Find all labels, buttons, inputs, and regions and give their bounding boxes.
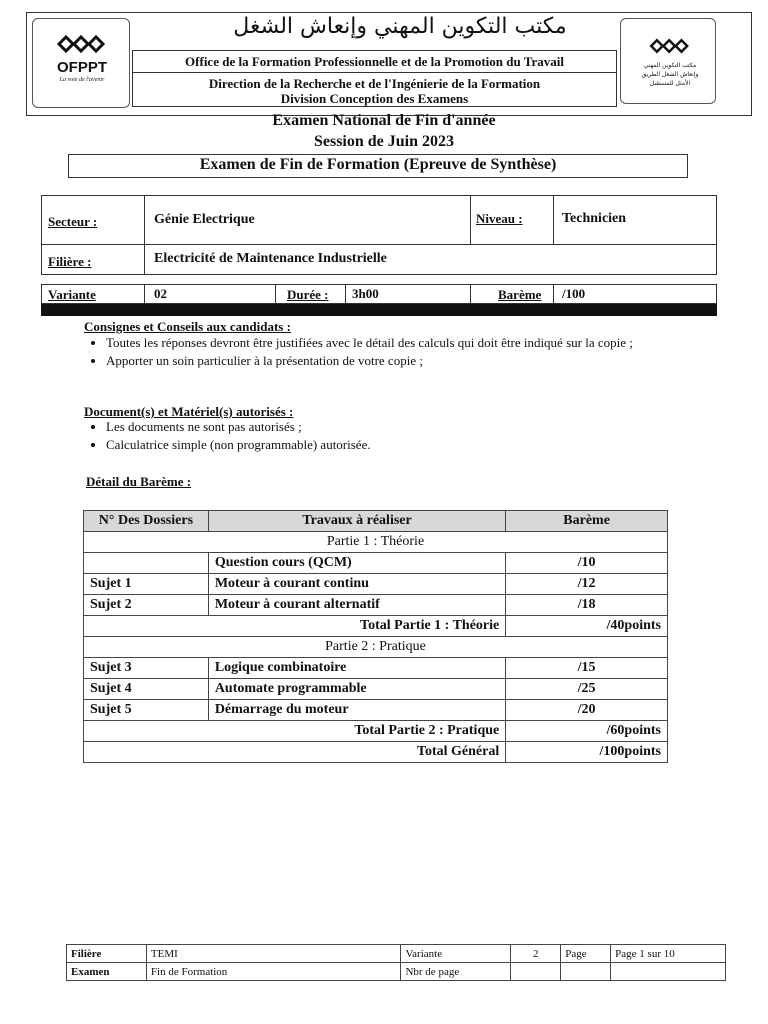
direction-line: Direction de la Recherche et de l'Ingénierie de la Formation xyxy=(208,76,541,91)
footer-empty-cell xyxy=(611,963,726,981)
footer-empty-cell xyxy=(511,963,561,981)
consigne-item: • Toutes les réponses devront être justifiées avec le détail des calculs qui doit être indiqué sur la copie ; xyxy=(106,334,684,352)
info-divider-1 xyxy=(41,244,717,245)
detail-bareme-title: Détail du Barème : xyxy=(86,474,192,489)
partie2-title-row xyxy=(84,637,668,658)
logo-left-name: OFPPT xyxy=(56,59,107,76)
consignes-list xyxy=(84,334,684,370)
footer-filiere-value: TEMI xyxy=(146,945,401,963)
documents-title: Document(s) et Matériel(s) autorisés : xyxy=(84,404,294,419)
info-vdivider-3 xyxy=(553,195,554,244)
partie1-total-label: Total Partie 1 : Théorie xyxy=(84,616,506,637)
footer-page-value: Page 1 sur 10 xyxy=(611,945,726,963)
document-item: • Calculatrice simple (non programmable) autorisée. xyxy=(106,436,684,454)
general-total-row xyxy=(84,742,668,763)
bareme-cell: /15 xyxy=(506,658,668,679)
dossier-cell xyxy=(84,553,209,574)
logo-left-slogan: La voie de l'avenir xyxy=(59,77,105,83)
arabic-title: مكتب التكوين المهني وإنعاش الشغل xyxy=(233,14,567,39)
dossier-cell: Sujet 5 xyxy=(84,700,209,721)
table-row xyxy=(84,574,668,595)
variante-value: 02 xyxy=(154,286,167,301)
partie2-total-row xyxy=(84,721,668,742)
travail-cell: Automate programmable xyxy=(208,679,505,700)
var-div-4 xyxy=(470,284,471,304)
consigne-item: • Apporter un soin particulier à la présentation de votre copie ; xyxy=(106,352,684,370)
info-vdivider-1 xyxy=(144,195,145,275)
document-item: • Les documents ne sont pas autorisés ; xyxy=(106,418,684,436)
table-row xyxy=(84,700,668,721)
black-separator-bar xyxy=(41,304,717,316)
table-row xyxy=(84,553,668,574)
table-row xyxy=(84,679,668,700)
bareme-table xyxy=(83,510,668,763)
partie1-title-row xyxy=(84,532,668,553)
header-travaux: Travaux à réaliser xyxy=(208,511,505,532)
travail-cell: Moteur à courant alternatif xyxy=(208,595,505,616)
secteur-value: Génie Electrique xyxy=(154,212,255,227)
travail-cell: Question cours (QCM) xyxy=(208,553,505,574)
footer-examen-label: Examen xyxy=(67,963,147,981)
filiere-value: Electricité de Maintenance Industrielle xyxy=(154,251,387,266)
info-vdivider-2 xyxy=(470,195,471,244)
table-header-row xyxy=(84,511,668,532)
general-total-label: Total Général xyxy=(84,742,506,763)
partie2-total-value: /60points xyxy=(506,721,668,742)
variante-label: Variante xyxy=(48,287,96,302)
bareme-cell: /20 xyxy=(506,700,668,721)
secteur-label: Secteur : xyxy=(48,214,98,229)
footer-page-label: Page xyxy=(561,945,611,963)
travail-cell: Logique combinatoire xyxy=(208,658,505,679)
dossier-cell: Sujet 3 xyxy=(84,658,209,679)
table-row xyxy=(84,658,668,679)
var-div-3 xyxy=(345,284,346,304)
exam-session: Session de Juin 2023 xyxy=(313,133,455,150)
office-divider xyxy=(132,72,617,73)
footer-variante-value: 2 xyxy=(511,945,561,963)
duree-label: Durée : xyxy=(287,287,329,302)
header-dossiers: N° Des Dossiers xyxy=(84,511,209,532)
dossier-cell: Sujet 4 xyxy=(84,679,209,700)
partie1-total-value: /40points xyxy=(506,616,668,637)
table-row xyxy=(84,595,668,616)
page-footer xyxy=(66,944,726,981)
ofppt-icon xyxy=(57,33,107,55)
ofppt-logo-left xyxy=(32,18,130,108)
footer-examen-value: Fin de Formation xyxy=(146,963,401,981)
bareme-label: Barème xyxy=(498,287,542,302)
dossier-cell: Sujet 1 xyxy=(84,574,209,595)
consignes-title: Consignes et Conseils aux candidats : xyxy=(84,319,291,334)
var-div-2 xyxy=(275,284,276,304)
partie1-title: Partie 1 : Théorie xyxy=(84,532,668,553)
ofppt-icon xyxy=(649,37,691,55)
bareme-cell: /25 xyxy=(506,679,668,700)
documents-list xyxy=(84,418,684,454)
partie2-total-label: Total Partie 2 : Pratique xyxy=(84,721,506,742)
general-total-value: /100points xyxy=(506,742,668,763)
bareme-cell: /12 xyxy=(506,574,668,595)
footer-empty-cell xyxy=(561,963,611,981)
footer-nbr-page-label: Nbr de page xyxy=(401,963,511,981)
bareme-cell: /10 xyxy=(506,553,668,574)
footer-row xyxy=(67,945,726,963)
travail-cell: Moteur à courant continu xyxy=(208,574,505,595)
bareme-cell: /18 xyxy=(506,595,668,616)
footer-variante-label: Variante xyxy=(401,945,511,963)
filiere-label: Filière : xyxy=(48,254,92,269)
logo-right-text: مكتب التكوين المهني وإنعاش الشغل الطريق الأمثل للمستقبل xyxy=(641,62,699,87)
division-line: Division Conception des Examens xyxy=(280,91,469,106)
niveau-label: Niveau : xyxy=(476,211,523,226)
niveau-value: Technicien xyxy=(562,211,627,226)
duree-value: 3h00 xyxy=(352,286,379,301)
variante-row xyxy=(41,284,717,304)
header-bareme: Barème xyxy=(506,511,668,532)
var-div-5 xyxy=(553,284,554,304)
exam-title: Examen National de Fin d'année xyxy=(272,112,496,129)
travail-cell: Démarrage du moteur xyxy=(208,700,505,721)
bareme-value: /100 xyxy=(562,286,586,301)
dossier-cell: Sujet 2 xyxy=(84,595,209,616)
ofppt-logo-right xyxy=(620,18,716,104)
var-div-1 xyxy=(144,284,145,304)
exam-type: Examen de Fin de Formation (Epreuve de Synthèse) xyxy=(199,156,557,173)
partie1-total-row xyxy=(84,616,668,637)
office-line: Office de la Formation Professionnelle et de la Promotion du Travail xyxy=(185,54,564,69)
footer-row xyxy=(67,963,726,981)
footer-filiere-label: Filière xyxy=(67,945,147,963)
partie2-title: Partie 2 : Pratique xyxy=(84,637,668,658)
